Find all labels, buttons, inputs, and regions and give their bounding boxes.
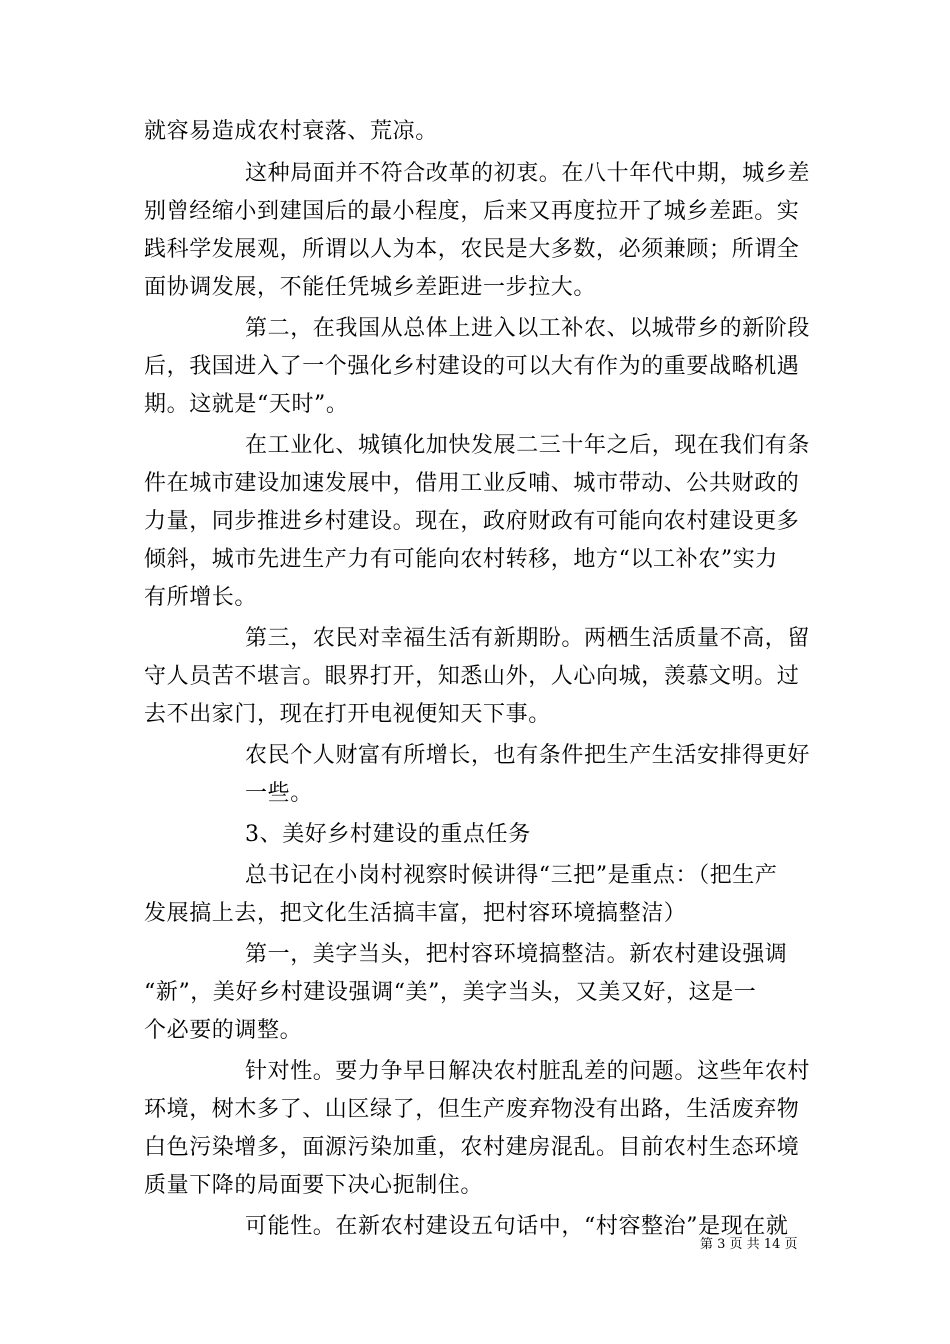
paragraph-line: 可能性。在新农村建设五句话中，“村容整治”是现在就 bbox=[245, 1214, 789, 1239]
text-line: 白色污染增多，面源污染加重，农村建房混乱。目前农村生态环境 bbox=[144, 1135, 800, 1160]
text-line: 就容易造成农村衰落、荒凉。 bbox=[144, 119, 438, 144]
text-line: 质量下降的局面要下决心扼制住。 bbox=[144, 1173, 484, 1198]
text-line: 环境，树木多了、山区绿了，但生产废弃物没有出路，生活废弃物 bbox=[144, 1097, 800, 1122]
page-number-footer: 第 3 页 共 14 页 bbox=[700, 1237, 798, 1252]
paragraph-line: 在工业化、城镇化加快发展二三十年之后，现在我们有条 bbox=[245, 433, 811, 458]
text-line: 面协调发展，不能任凭城乡差距进一步拉大。 bbox=[144, 275, 597, 300]
paragraph-line: 第三，农民对幸福生活有新期盼。两栖生活质量不高，留 bbox=[245, 626, 811, 651]
text-line: 后，我国进入了一个强化乡村建设的可以大有作为的重要战略机遇 bbox=[144, 354, 800, 379]
paragraph-line: 第二，在我国从总体上进入以工补农、以城带乡的新阶段 bbox=[245, 316, 811, 341]
paragraph-line: 农民个人财富有所增长，也有条件把生产生活安排得更好 bbox=[245, 743, 811, 768]
text-line: 期。这就是“天时”。 bbox=[144, 392, 349, 417]
paragraph-line: 第一，美字当头，把村容环境搞整洁。新农村建设强调 bbox=[245, 942, 788, 967]
paragraph-line: 针对性。要力争早日解决农村脏乱差的问题。这些年农村 bbox=[245, 1059, 811, 1084]
text-line: 力量，同步推进乡村建设。现在，政府财政有可能向农村建设更多 bbox=[144, 509, 800, 534]
text-line: 发展搞上去，把文化生活搞丰富，把村容环境搞整洁） bbox=[144, 901, 687, 926]
text-line: 践科学发展观，所谓以人为本，农民是大多数，必须兼顾；所谓全 bbox=[144, 237, 800, 262]
text-line: 去不出家门，现在打开电视便知天下事。 bbox=[144, 702, 551, 727]
text-line: 别曾经缩小到建国后的最小程度，后来又再度拉开了城乡差距。实 bbox=[144, 199, 800, 224]
text-line: 倾斜，城市先进生产力有可能向农村转移，地方“以工补农”实力 bbox=[144, 547, 778, 572]
paragraph-line: 总书记在小岗村视察时候讲得“三把”是重点：（把生产 bbox=[245, 863, 778, 888]
text-line: 件在城市建设加速发展中，借用工业反哺、城市带动、公共财政的 bbox=[144, 471, 800, 496]
text-line: 个必要的调整。 bbox=[144, 1018, 303, 1043]
paragraph-line: 这种局面并不符合改革的初衷。在八十年代中期，城乡差 bbox=[245, 161, 811, 186]
text-line: 守人员苦不堪言。眼界打开，知悉山外，人心向城，羡慕文明。过 bbox=[144, 664, 800, 689]
paragraph-line: 一些。 bbox=[245, 781, 313, 806]
section-heading: 3、美好乡村建设的重点任务 bbox=[245, 822, 531, 847]
text-line: 有所增长。 bbox=[144, 585, 258, 610]
text-line: “新”，美好乡村建设强调“美”，美字当头，又美又好，这是一 bbox=[144, 980, 757, 1005]
